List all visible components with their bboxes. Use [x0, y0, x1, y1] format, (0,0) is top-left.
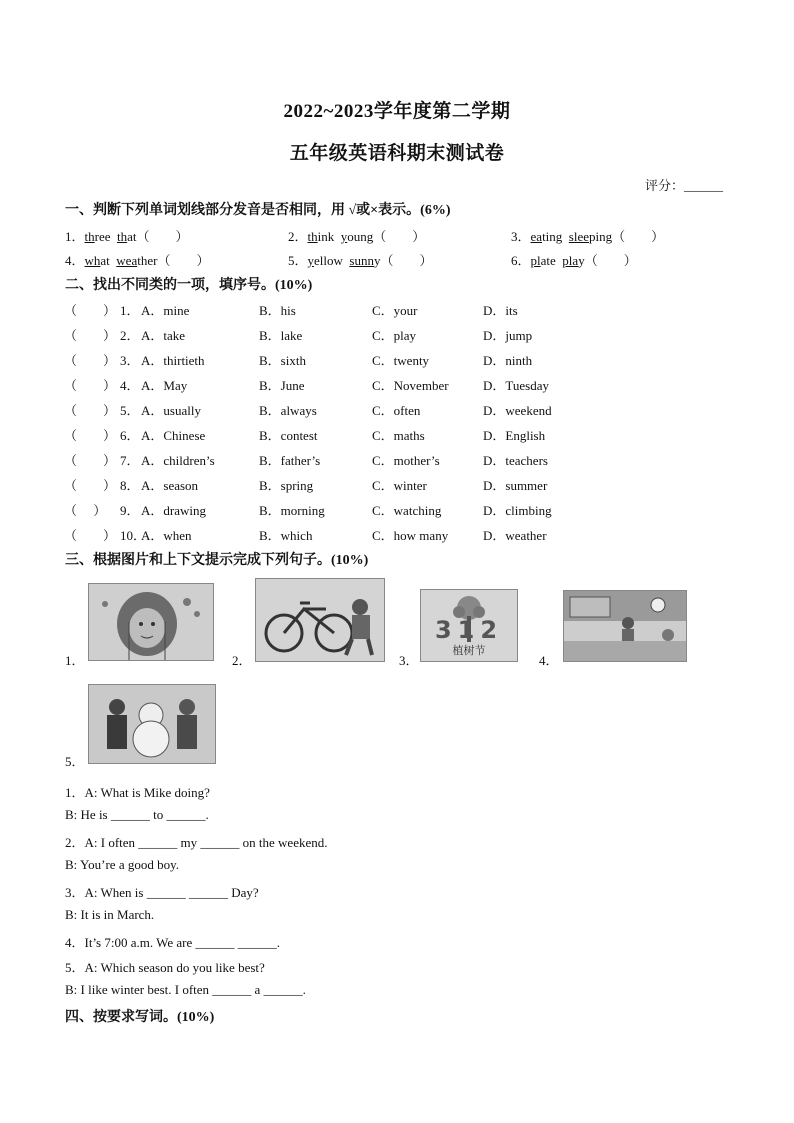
- fixing-bike-illustration: [256, 579, 384, 661]
- option-d: D．teachers: [483, 453, 548, 468]
- answer-blank[interactable]: （ ）: [612, 229, 665, 244]
- word1-underlined: pl: [530, 253, 541, 268]
- option-c: C．watching: [372, 503, 442, 518]
- option-a: A．thirtieth: [141, 353, 205, 368]
- section3-heading: 三、根据图片和上下文提示完成下列句子。(10%): [65, 553, 369, 568]
- option-b: B．morning: [259, 503, 325, 518]
- option-a: A．May: [141, 378, 188, 393]
- option-b: B．sixth: [259, 353, 306, 368]
- option-d: D．weather: [483, 528, 547, 543]
- dialogue-line: B: You’re a good boy.: [65, 857, 179, 872]
- option-b: B．which: [259, 528, 313, 543]
- dialogue-line: 2．A: I often ______ my ______ on the weekend.: [65, 835, 328, 850]
- pic-label-4: 4．: [539, 653, 559, 668]
- dialogue-line: 4．It’s 7:00 a.m. We are ______ ______.: [65, 935, 280, 950]
- option-d: D．climbing: [483, 503, 552, 518]
- phonics-item: [511, 226, 664, 245]
- item-number: 2．: [288, 229, 308, 244]
- option-a: A．drawing: [141, 503, 206, 518]
- question-number: 6．: [120, 428, 140, 443]
- dialogue-line: 3．A: When is ______ ______ Day?: [65, 885, 259, 900]
- section4-heading: 四、按要求写词。(10%): [65, 1010, 215, 1025]
- word1-underlined: th: [307, 229, 318, 244]
- option-a: A．usually: [141, 403, 201, 418]
- question-number: 9．: [120, 503, 140, 518]
- answer-blank[interactable]: （ ）: [584, 253, 637, 268]
- option-b: B．June: [259, 378, 305, 393]
- word1-rest: ellow: [314, 253, 343, 268]
- option-c: C．mother’s: [372, 453, 440, 468]
- option-c: C．how many: [372, 528, 449, 543]
- word1-underlined: wh: [84, 253, 101, 268]
- picture-listening-music: [88, 583, 214, 661]
- pic-label-1: 1．: [65, 653, 85, 668]
- answer-paren[interactable]: （ ）: [64, 353, 117, 368]
- answer-paren[interactable]: （ ）: [64, 428, 117, 443]
- item-number: 3．: [511, 229, 531, 244]
- phonics-item: [65, 226, 189, 245]
- answer-paren[interactable]: （ ）: [64, 453, 117, 468]
- word1-underlined: y: [307, 253, 315, 268]
- dialogue-line: 1．A: What is Mike doing?: [65, 785, 210, 800]
- listening-music-illustration: [89, 584, 213, 660]
- exam-year-title: 2022~2023学年度第二学期: [283, 101, 511, 122]
- option-d: D．Tuesday: [483, 378, 549, 393]
- word2-rest: ther: [137, 253, 158, 268]
- option-b: B．lake: [259, 328, 303, 343]
- option-b: B．his: [259, 303, 296, 318]
- option-c: C．play: [372, 328, 417, 343]
- word2-underlined: pla: [562, 253, 579, 268]
- pic-label-3: 3．: [399, 653, 419, 668]
- answer-blank[interactable]: （ ）: [136, 229, 189, 244]
- word2-rest: y: [373, 253, 381, 268]
- word1-underlined: th: [84, 229, 95, 244]
- section1-heading: 一、判断下列单词划线部分发音是否相同，用 √或×表示。(6%): [65, 203, 451, 218]
- word1-rest: ting: [542, 229, 563, 244]
- dialogue-line: B: He is ______ to ______.: [65, 807, 209, 822]
- option-c: C．winter: [372, 478, 427, 493]
- score-field: 评分：______: [645, 178, 724, 193]
- question-number: 1．: [120, 303, 140, 318]
- option-d: D．weekend: [483, 403, 552, 418]
- word2-rest: ping: [589, 229, 613, 244]
- option-a: A．children’s: [141, 453, 215, 468]
- pic-label-2: 2．: [232, 653, 252, 668]
- word2-underlined: th: [117, 229, 128, 244]
- option-b: B．contest: [259, 428, 318, 443]
- option-c: C．twenty: [372, 353, 430, 368]
- item-number: 4．: [65, 253, 85, 268]
- word1-underlined: ea: [530, 229, 543, 244]
- phonics-item: [65, 250, 209, 269]
- dialogue-line: 5．A: Which season do you like best?: [65, 960, 265, 975]
- question-number: 10．: [120, 528, 147, 543]
- word2-rest: at: [127, 229, 137, 244]
- answer-blank[interactable]: （ ）: [380, 253, 433, 268]
- word2-rest: oung: [347, 229, 374, 244]
- item-number: 6．: [511, 253, 531, 268]
- picture-tree-planting-day: [420, 589, 518, 662]
- option-a: A．take: [141, 328, 186, 343]
- option-d: D．jump: [483, 328, 533, 343]
- option-a: A．mine: [141, 303, 190, 318]
- word2-underlined: y: [340, 229, 348, 244]
- option-a: A．season: [141, 478, 199, 493]
- arbor-day-date: 312: [434, 616, 504, 644]
- word1-rest: ree: [94, 229, 111, 244]
- phonics-item: [511, 250, 637, 269]
- question-number: 5．: [120, 403, 140, 418]
- pic-label-5: 5．: [65, 754, 85, 769]
- building-snowman-illustration: [89, 685, 215, 763]
- option-a: A．Chinese: [141, 428, 206, 443]
- answer-paren[interactable]: （ ）: [64, 503, 107, 518]
- option-d: D．ninth: [483, 353, 533, 368]
- option-d: D．English: [483, 428, 546, 443]
- word2-underlined: wea: [116, 253, 138, 268]
- answer-paren[interactable]: （ ）: [64, 378, 117, 393]
- answer-paren[interactable]: （ ）: [64, 528, 117, 543]
- section2-heading: 二、找出不同类的一项，填序号。(10%): [65, 278, 313, 293]
- picture-fixing-bike: [255, 578, 385, 662]
- option-c: C．often: [372, 403, 421, 418]
- answer-paren[interactable]: （ ）: [64, 328, 117, 343]
- answer-blank[interactable]: （ ）: [373, 229, 426, 244]
- question-number: 2．: [120, 328, 140, 343]
- question-number: 8．: [120, 478, 140, 493]
- option-b: B．father’s: [259, 453, 321, 468]
- arbor-day-text: 植树节: [452, 644, 486, 657]
- answer-paren[interactable]: （ ）: [64, 403, 117, 418]
- word1-rest: at: [100, 253, 110, 268]
- option-a: A．when: [141, 528, 192, 543]
- item-number: 1．: [65, 229, 85, 244]
- option-c: C．maths: [372, 428, 425, 443]
- word2-underlined: sunn: [349, 253, 374, 268]
- picture-snowman: [88, 684, 216, 764]
- option-b: B．always: [259, 403, 317, 418]
- word1-rest: ink: [317, 229, 335, 244]
- phonics-item: [288, 250, 432, 269]
- question-number: 7．: [120, 453, 140, 468]
- item-number: 5．: [288, 253, 308, 268]
- answer-blank[interactable]: （ ）: [157, 253, 210, 268]
- picture-morning-exercise: [563, 590, 687, 662]
- answer-paren[interactable]: （ ）: [64, 478, 117, 493]
- dialogue-line: B: I like winter best. I often ______ a ______.: [65, 982, 306, 997]
- question-number: 3．: [120, 353, 140, 368]
- option-c: C．your: [372, 303, 418, 318]
- word1-rest: ate: [540, 253, 556, 268]
- word2-rest: y: [578, 253, 585, 268]
- dialogue-line: B: It is in March.: [65, 907, 155, 922]
- phonics-item: [288, 226, 425, 245]
- morning-scene-illustration: [564, 591, 686, 661]
- answer-paren[interactable]: （ ）: [64, 303, 117, 318]
- option-d: D．summer: [483, 478, 548, 493]
- option-b: B．spring: [259, 478, 314, 493]
- question-number: 4．: [120, 378, 140, 393]
- option-d: D．its: [483, 303, 518, 318]
- exam-title: 五年级英语科期末测试卷: [289, 143, 505, 164]
- option-c: C．November: [372, 378, 449, 393]
- word2-underlined: slee: [568, 229, 590, 244]
